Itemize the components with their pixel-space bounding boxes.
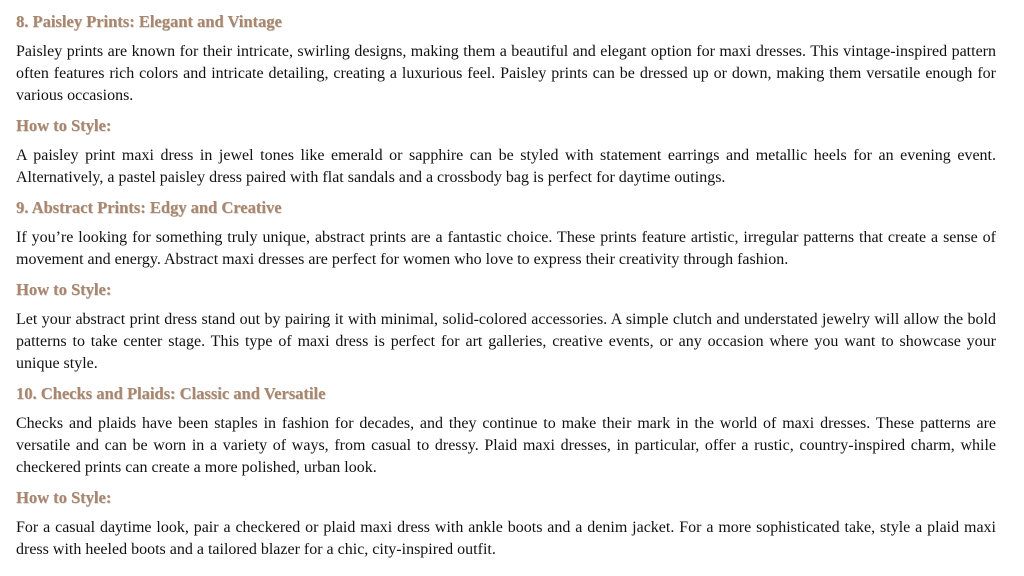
section-heading-abstract: 9. Abstract Prints: Edgy and Creative xyxy=(16,198,282,217)
section-body-paisley: Paisley prints are known for their intricate, swirling designs, making them a beautiful and elegant option for maxi dresses. This vintage-inspired pattern often features rich colors and intricate detailing, creating a luxurious feel. Paisley prints can be dressed up or down, making them versatile enough for various occasions. xyxy=(16,43,996,104)
section-body-abstract: If you’re looking for something truly unique, abstract prints are a fantastic choice. These prints feature artistic, irregular patterns that create a sense of movement and energy. Abstract maxi dresses are perfect for women who love to express their creativity through fashion. xyxy=(16,229,996,268)
style-heading-paisley: How to Style: xyxy=(16,116,112,135)
style-body-paisley: A paisley print maxi dress in jewel tones like emerald or sapphire can be styled with statement earrings and metallic heels for an evening event. Alternatively, a pastel paisley dress paired with flat sandals and a crossbody bag is perfect for daytime outings. xyxy=(16,147,996,186)
style-heading-abstract: How to Style: xyxy=(16,280,112,299)
article-content xyxy=(16,11,996,561)
style-heading-checks: How to Style: xyxy=(16,488,112,507)
section-heading-checks: 10. Checks and Plaids: Classic and Versatile xyxy=(16,384,326,403)
section-heading-paisley: 8. Paisley Prints: Elegant and Vintage xyxy=(16,12,282,31)
section-body-checks: Checks and plaids have been staples in fashion for decades, and they continue to make their mark in the world of maxi dresses. These patterns are versatile and can be worn in a variety of ways, from casual to dressy. Plaid maxi dresses, in particular, offer a rustic, country-inspired charm, while checkered prints can create a more polished, urban look. xyxy=(16,415,996,476)
style-body-checks: For a casual daytime look, pair a checkered or plaid maxi dress with ankle boots and a denim jacket. For a more sophisticated take, style a plaid maxi dress with heeled boots and a tailored blazer for a chic, city-inspired outfit. xyxy=(16,519,996,558)
style-body-abstract: Let your abstract print dress stand out by pairing it with minimal, solid-colored accessories. A simple clutch and understated jewelry will allow the bold patterns to take center stage. This type of maxi dress is perfect for art galleries, creative events, or any occasion where you want to showcase your unique style. xyxy=(16,311,996,372)
